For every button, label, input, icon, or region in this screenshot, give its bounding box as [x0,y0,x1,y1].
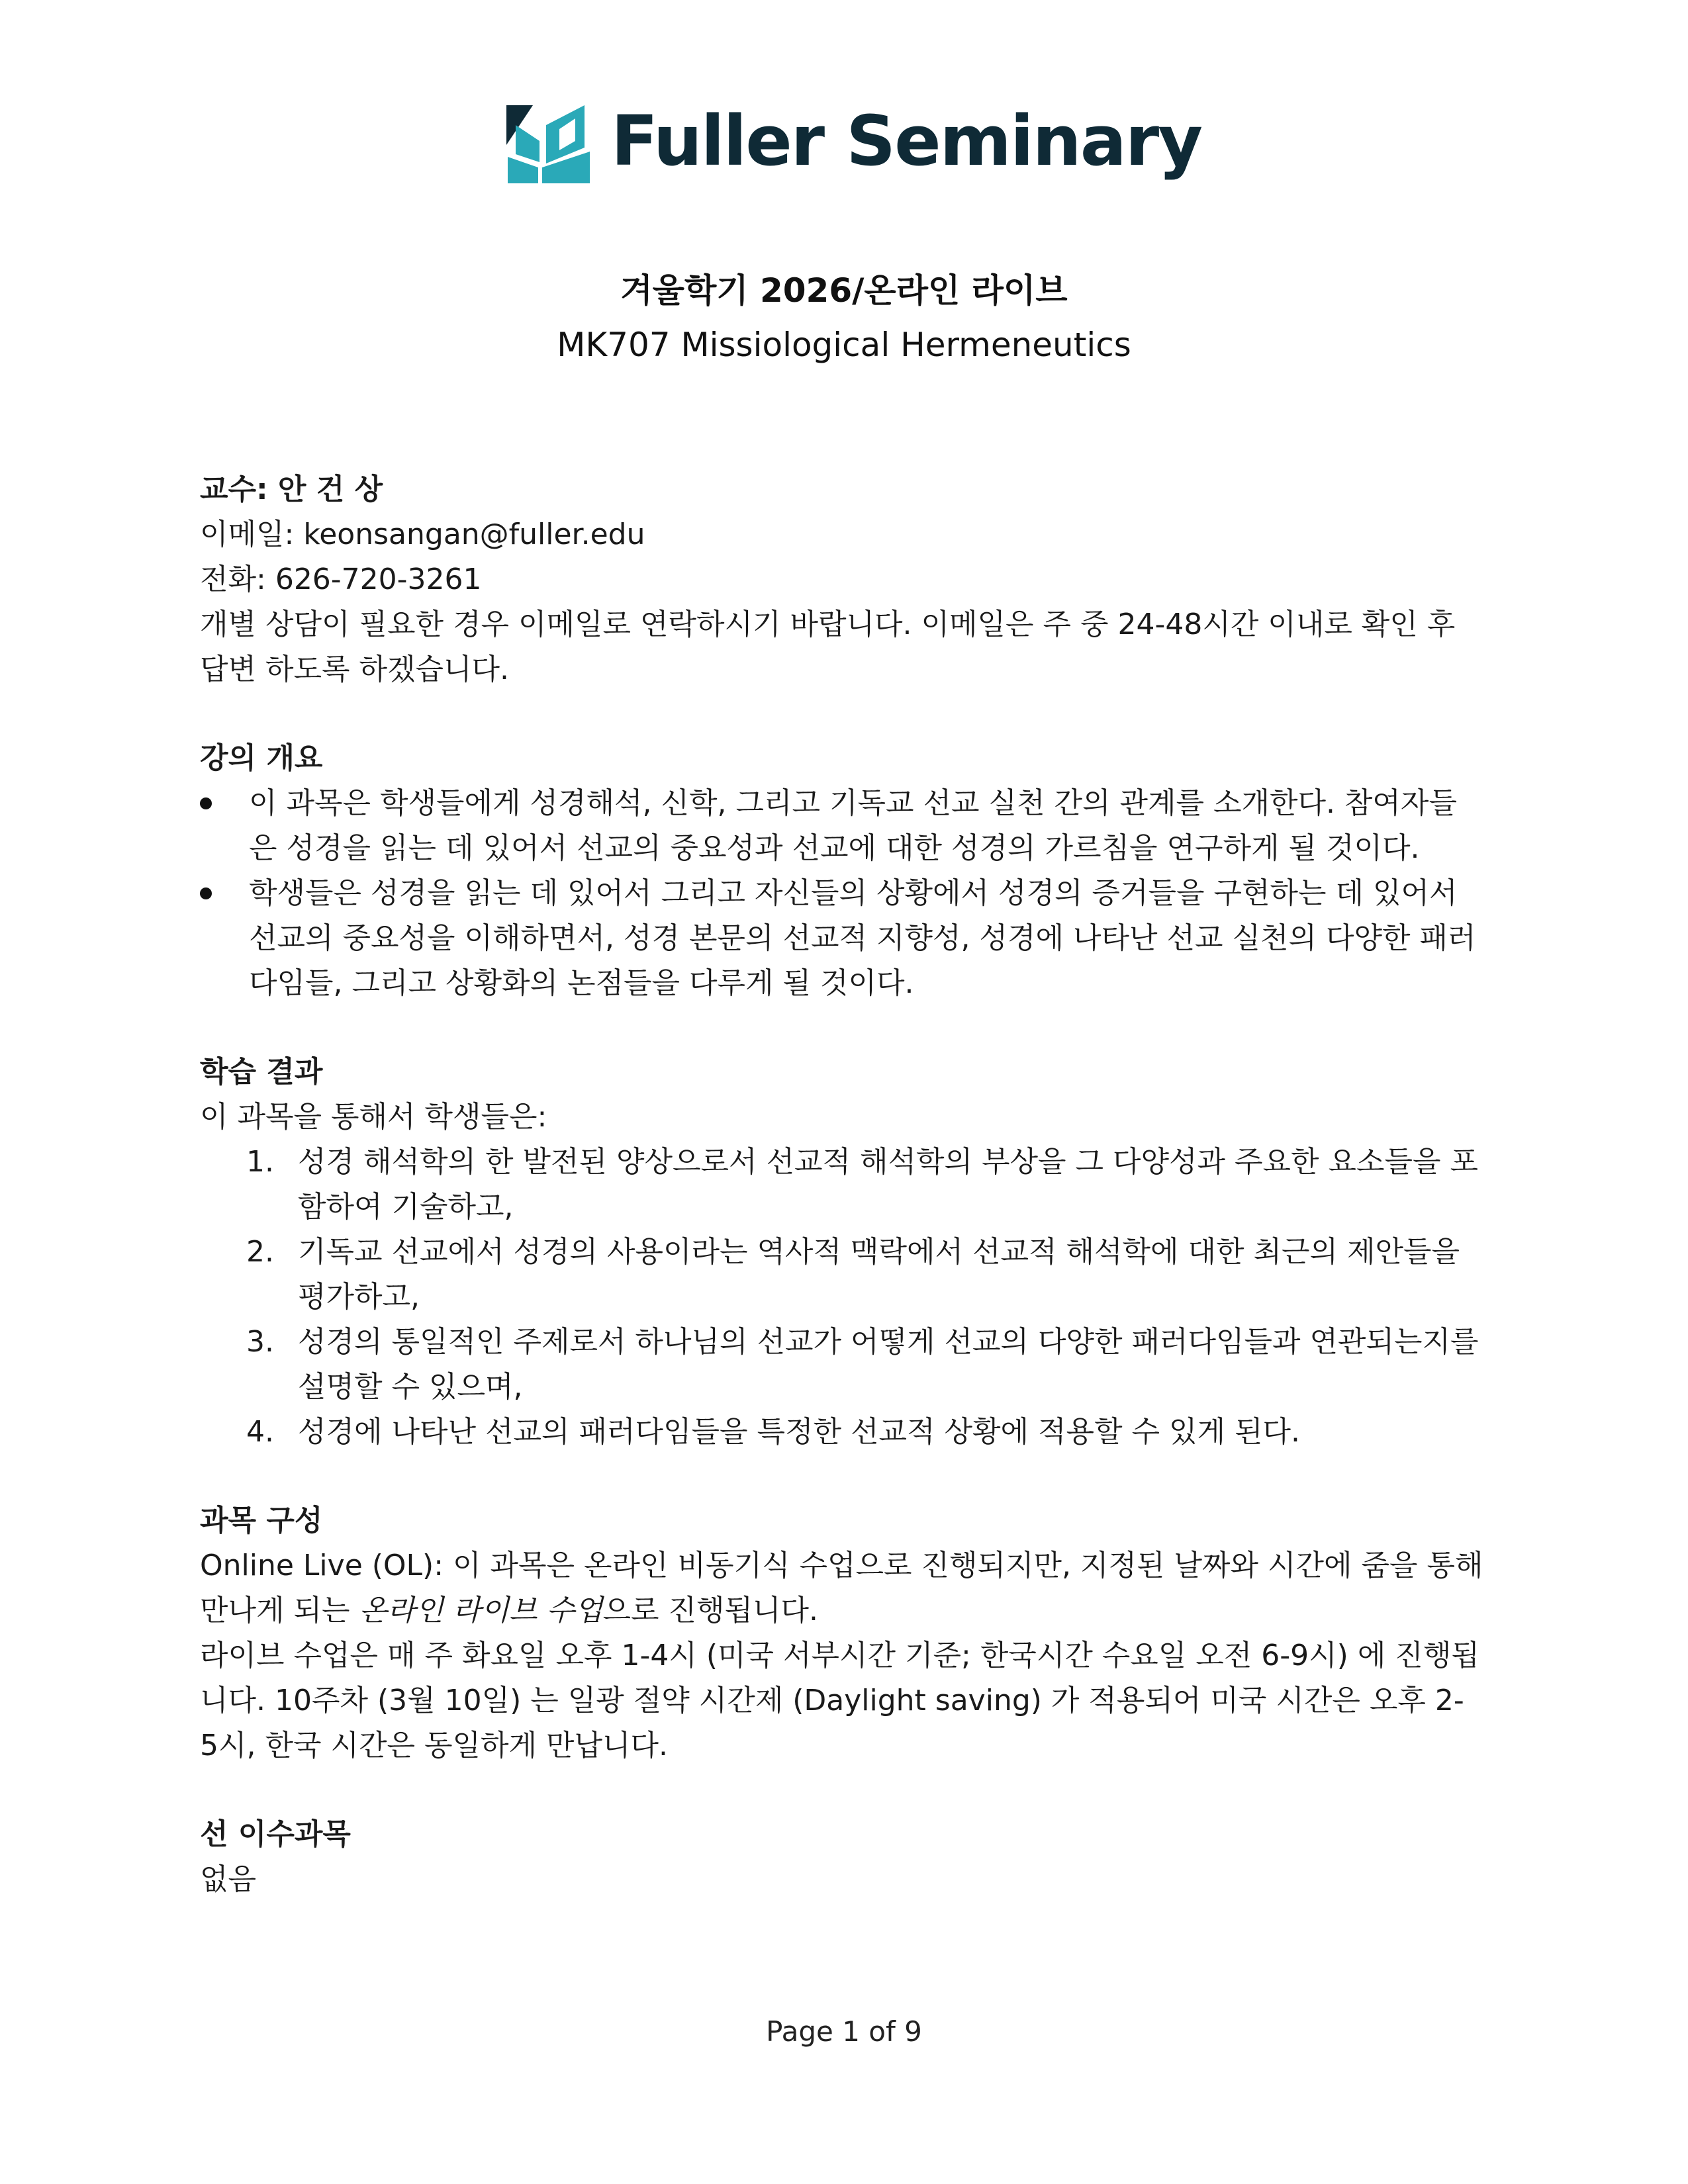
item-text: 성경 해석학의 한 발전된 양상으로서 선교적 해석학의 부상을 그 다양성과 주요한 요소들을 포 [298,1145,1478,1179]
prereq-value: 없음 [200,1862,257,1896]
bullet-text: 다임들, 그리고 상황화의 논점들을 다루게 될 것이다. [249,966,914,1000]
item-text: 성경의 통일적인 주제로서 하나님의 선교가 어떻게 선교의 다양한 패러다임들과 연관되는지를 [298,1325,1479,1359]
structure-text-pre: 만나게 되는 [200,1594,359,1627]
outcomes-section [200,1050,1497,1455]
schedule-text: 니다. 10주차 (3월 10일) 는 일광 절약 시간제 (Daylight saving) 가 적용되어 미국 시간은 오후 2- [200,1684,1464,1717]
professor-heading: 교수: 안 건 상 [200,473,383,506]
schedule-text: 라이브 수업은 매 주 화요일 오후 1-4시 (미국 서부시간 기준; 한국시간 수요일 오전 6-9시) 에 진행됩 [200,1639,1479,1672]
structure-heading: 과목 구성 [200,1504,323,1537]
overview-section [200,736,1497,1006]
bullet-text: 학생들은 성경을 읽는 데 있어서 그리고 자신들의 상황에서 성경의 증거들을 구현하는 데 있어서 [249,876,1458,910]
list-item [200,1320,1497,1410]
syllabus-content [200,467,1497,1946]
bullet-icon [200,797,212,809]
book-icon [506,99,591,183]
structure-text [200,1588,1497,1633]
contact-note-line1: 개별 상담이 필요한 경우 이메일로 연락하시기 바랍니다. 이메일은 주 중 24-48시간 이내로 확인 후 [200,608,1456,641]
schedule-text: 5시, 한국 시간은 동일하게 만납니다. [200,1729,668,1762]
structure-section [200,1498,1497,1768]
structure-text-emphasis: 온라인 라이브 수업 [359,1594,603,1627]
overview-heading: 강의 개요 [200,741,323,775]
list-item [200,1140,1497,1230]
list-item [200,1230,1497,1320]
item-number: 3. [246,1325,274,1359]
item-text: 함하여 기술하고, [298,1190,514,1224]
overview-list [200,781,1497,1006]
structure-text: Online Live (OL): 이 과목은 온라인 비동기식 수업으로 진행되지만, 지정된 날짜와 시간에 줌을 통해 [200,1549,1483,1582]
bullet-icon [200,887,212,899]
item-text: 설명할 수 있으며, [298,1370,523,1404]
outcomes-heading: 학습 결과 [200,1055,323,1089]
structure-text-post: 으로 진행됩니다. [602,1594,819,1627]
item-text: 평가하고, [298,1280,420,1314]
fuller-logo [506,98,1201,184]
outcomes-list [200,1140,1497,1455]
prereq-heading: 선 이수과목 [200,1817,351,1851]
item-text: 성경에 나타난 선교의 패러다임들을 특정한 선교적 상황에 적용할 수 있게 된다. [298,1415,1300,1449]
page-number: Page 1 of 9 [766,2015,922,2048]
item-text: 기독교 선교에서 성경의 사용이라는 역사적 맥락에서 선교적 해석학에 대한 최근의 제안들을 [298,1235,1460,1269]
professor-email: 이메일: keonsangan@fuller.edu [200,518,645,551]
professor-phone: 전화: 626-720-3261 [200,563,482,596]
prereq-section [200,1812,1497,1902]
list-item [200,781,1497,871]
term-title: 겨울학기 2026/온라인 라이브 [620,271,1068,310]
course-name: MK707 Missiological Hermeneutics [557,326,1131,364]
outcomes-intro: 이 과목을 통해서 학생들은: [200,1100,547,1134]
bullet-text: 선교의 중요성을 이해하면서, 성경 본문의 선교적 지향성, 성경에 나타난 선교 실천의 다양한 패러 [249,921,1476,955]
list-item [200,871,1497,1006]
item-number: 1. [246,1145,274,1179]
bullet-text: 은 성경을 읽는 데 있어서 선교의 중요성과 선교에 대한 성경의 가르침을 연구하게 될 것이다. [249,831,1420,865]
item-number: 4. [246,1415,274,1449]
bullet-text: 이 과목은 학생들에게 성경해석, 신학, 그리고 기독교 선교 실천 간의 관계를 소개한다. 참여자들 [249,786,1457,820]
contact-note-line2: 답변 하도록 하겠습니다. [200,653,509,686]
logo-wordmark: Fuller Seminary [611,101,1201,181]
professor-section [200,467,1497,692]
item-number: 2. [246,1235,274,1269]
course-title [0,263,1688,372]
list-item [200,1410,1497,1455]
